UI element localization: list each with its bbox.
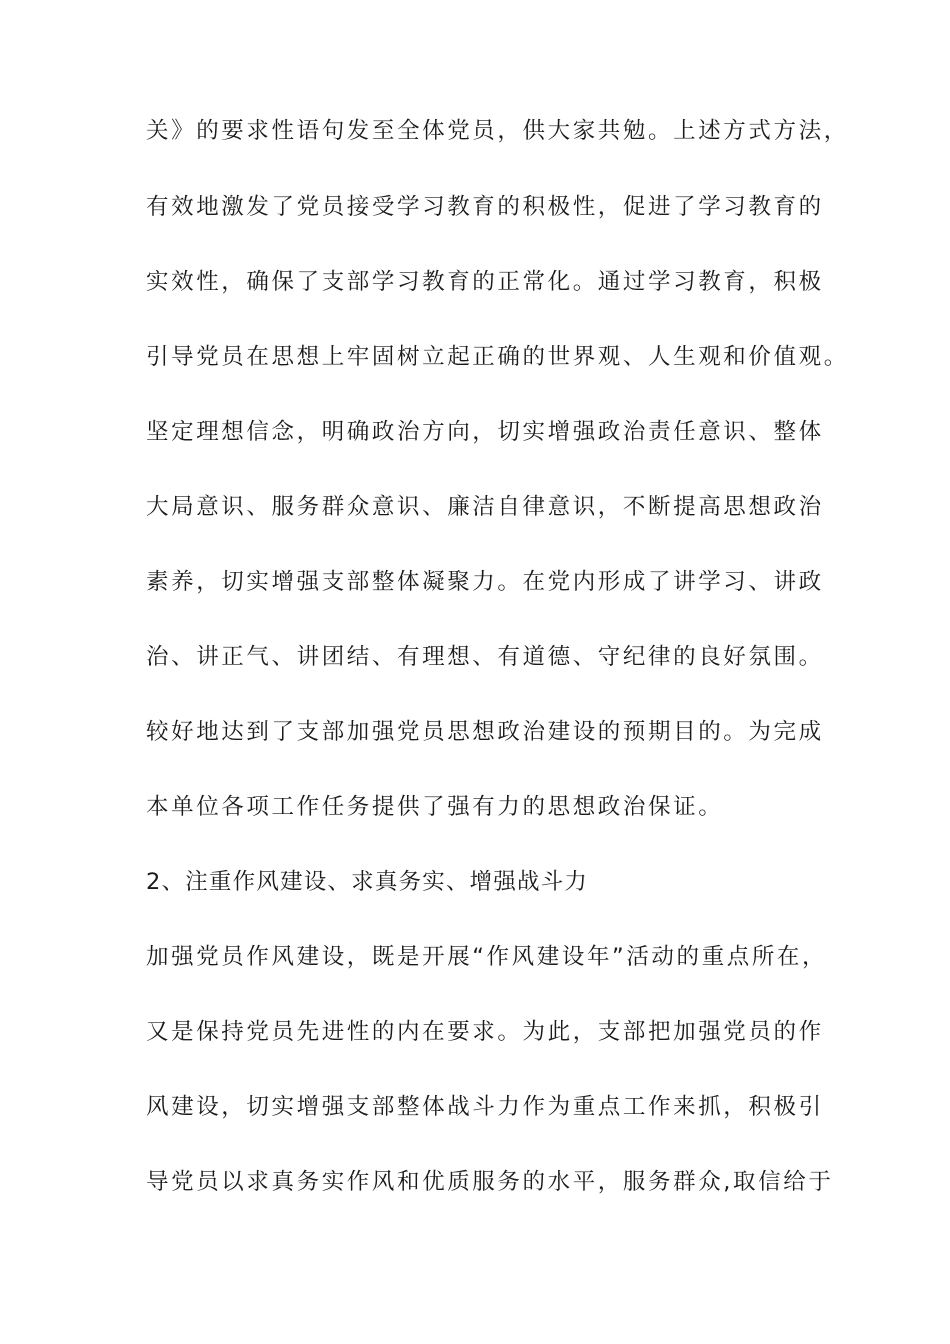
paragraph-line: 有效地激发了党员接受学习教育的积极性，促进了学习教育的 [146, 194, 824, 220]
paragraph-line: 素养，切实增强支部整体凝聚力。在党内形成了讲学习、讲政 [146, 569, 824, 595]
section-heading: 2、注重作风建设、求真务实、增强战斗力 [146, 869, 589, 895]
paragraph-line: 治、讲正气、讲团结、有理想、有道德、守纪律的良好氛围。 [146, 644, 824, 670]
paragraph-line: 加强党员作风建设，既是开展“作风建设年”活动的重点所在， [146, 944, 828, 970]
paragraph-line: 又是保持党员先进性的内在要求。为此，支部把加强党员的作 [146, 1019, 824, 1045]
paragraph-line: 实效性，确保了支部学习教育的正常化。通过学习教育，积极 [146, 269, 824, 295]
paragraph-line: 导党员以求真务实作风和优质服务的水平，服务群众,取信给于 [146, 1169, 834, 1195]
paragraph-line: 关》的要求性语句发至全体党员，供大家共勉。上述方式方法， [146, 118, 849, 144]
paragraph-line: 较好地达到了支部加强党员思想政治建设的预期目的。为完成 [146, 719, 824, 745]
paragraph-line: 大局意识、服务群众意识、廉洁自律意识，不断提高思想政治 [146, 494, 824, 520]
paragraph-line: 本单位各项工作任务提供了强有力的思想政治保证。 [146, 794, 724, 820]
paragraph-line: 引导党员在思想上牢固树立起正确的世界观、人生观和价值观。 [146, 344, 849, 370]
paragraph-line: 坚定理想信念，明确政治方向，切实增强政治责任意识、整体 [146, 419, 824, 445]
paragraph-line: 风建设，切实增强支部整体战斗力作为重点工作来抓，积极引 [146, 1094, 824, 1120]
